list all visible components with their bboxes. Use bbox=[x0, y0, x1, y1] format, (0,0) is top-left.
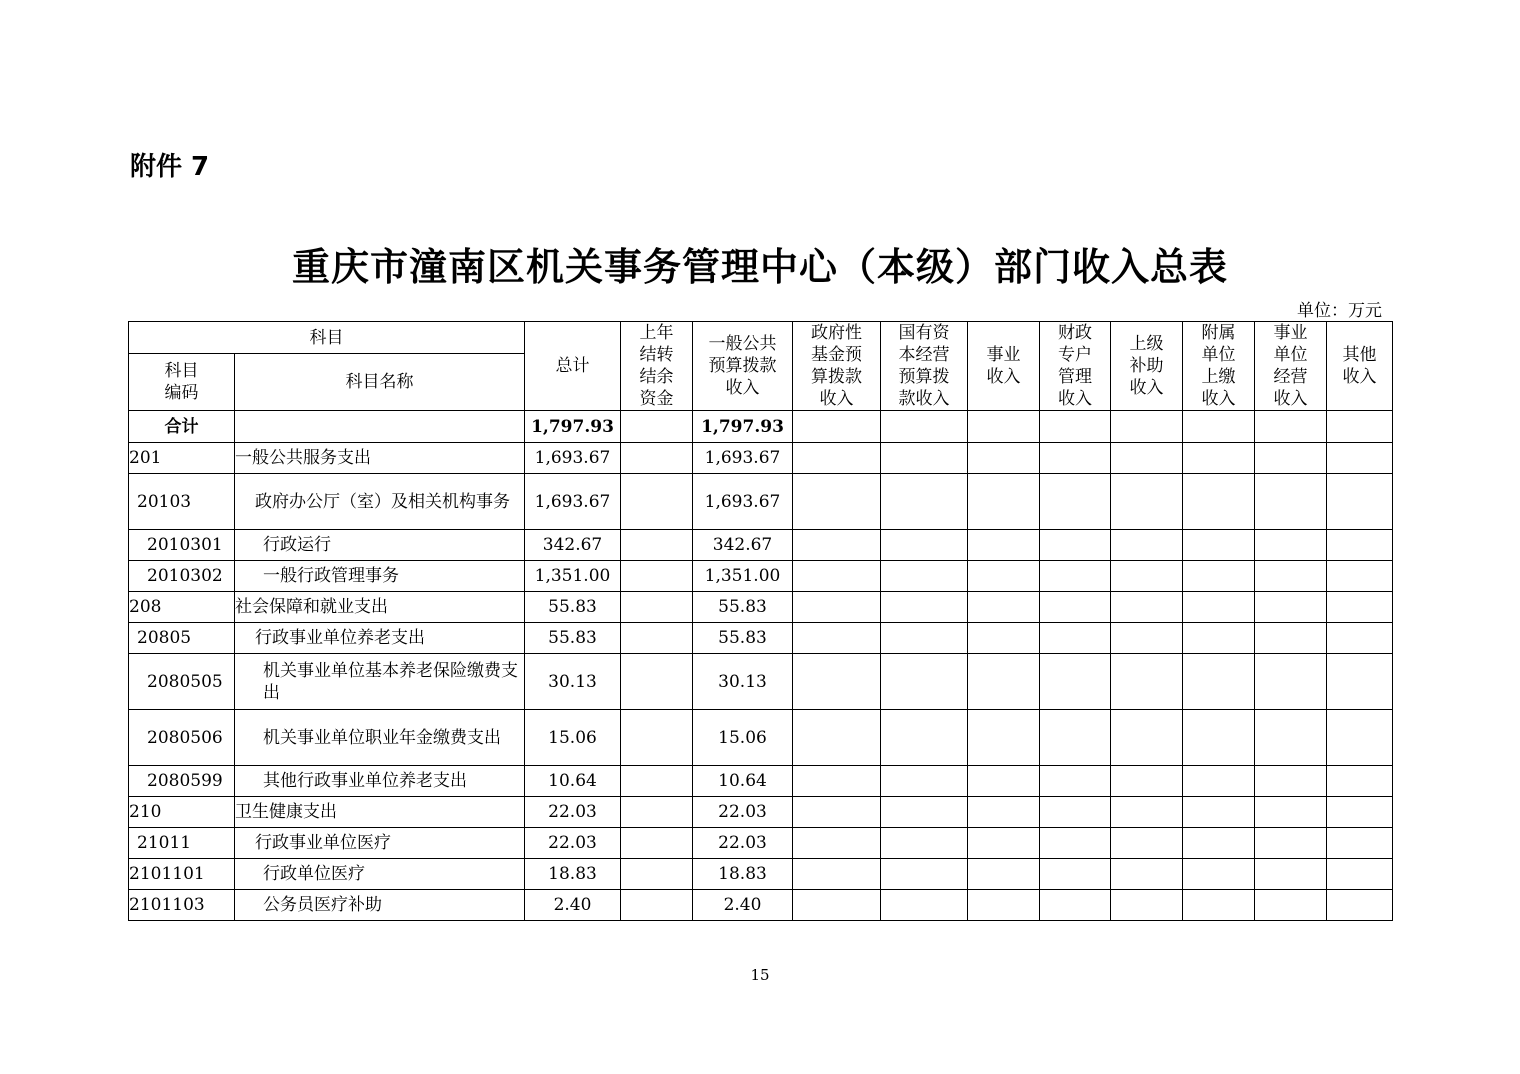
value-cell-2: 22.03 bbox=[693, 828, 793, 859]
value-cell-0: 1,693.67 bbox=[525, 474, 621, 530]
header-col-0: 总计 bbox=[525, 322, 621, 411]
value-cell-9 bbox=[1255, 797, 1327, 828]
value-cell-3 bbox=[793, 890, 881, 921]
value-cell-6 bbox=[1040, 623, 1111, 654]
value-cell-1 bbox=[621, 561, 693, 592]
income-summary-table bbox=[128, 321, 1393, 921]
value-cell-1 bbox=[621, 443, 693, 474]
value-cell-3 bbox=[793, 828, 881, 859]
table-body bbox=[129, 411, 1393, 921]
value-cell-4 bbox=[881, 530, 968, 561]
unit-label: 单位：万元 bbox=[1297, 301, 1382, 321]
value-cell-10 bbox=[1327, 592, 1393, 623]
table-row bbox=[129, 859, 1393, 890]
value-cell-0: 30.13 bbox=[525, 654, 621, 710]
value-cell-10 bbox=[1327, 561, 1393, 592]
value-cell-1 bbox=[621, 766, 693, 797]
total-value-6 bbox=[1040, 411, 1111, 443]
value-cell-0: 10.64 bbox=[525, 766, 621, 797]
value-cell-4 bbox=[881, 828, 968, 859]
table-row bbox=[129, 592, 1393, 623]
value-cell-5 bbox=[968, 561, 1040, 592]
value-cell-7 bbox=[1111, 592, 1183, 623]
value-cell-1 bbox=[621, 592, 693, 623]
subject-code-cell: 2010301 bbox=[129, 530, 235, 561]
table-row bbox=[129, 710, 1393, 766]
value-cell-10 bbox=[1327, 443, 1393, 474]
value-cell-0: 1,693.67 bbox=[525, 443, 621, 474]
value-cell-6 bbox=[1040, 766, 1111, 797]
value-cell-10 bbox=[1327, 654, 1393, 710]
value-cell-1 bbox=[621, 890, 693, 921]
subject-name-cell: 机关事业单位职业年金缴费支出 bbox=[235, 710, 525, 766]
value-cell-6 bbox=[1040, 561, 1111, 592]
value-cell-5 bbox=[968, 797, 1040, 828]
value-cell-4 bbox=[881, 890, 968, 921]
value-cell-1 bbox=[621, 530, 693, 561]
value-cell-0: 1,351.00 bbox=[525, 561, 621, 592]
header-col-6: 财政 专户 管理 收入 bbox=[1040, 322, 1111, 411]
value-cell-7 bbox=[1111, 623, 1183, 654]
subject-code-cell: 210 bbox=[129, 797, 235, 828]
value-cell-8 bbox=[1183, 561, 1255, 592]
value-cell-6 bbox=[1040, 443, 1111, 474]
value-cell-8 bbox=[1183, 654, 1255, 710]
value-cell-6 bbox=[1040, 592, 1111, 623]
value-cell-7 bbox=[1111, 797, 1183, 828]
page-number: 15 bbox=[750, 966, 770, 984]
value-cell-6 bbox=[1040, 530, 1111, 561]
value-cell-0: 15.06 bbox=[525, 710, 621, 766]
subject-name-cell: 行政单位医疗 bbox=[235, 859, 525, 890]
value-cell-9 bbox=[1255, 474, 1327, 530]
value-cell-4 bbox=[881, 443, 968, 474]
table-row bbox=[129, 654, 1393, 710]
total-value-2: 1,797.93 bbox=[693, 411, 793, 443]
value-cell-7 bbox=[1111, 828, 1183, 859]
table-row bbox=[129, 890, 1393, 921]
value-cell-7 bbox=[1111, 766, 1183, 797]
value-cell-7 bbox=[1111, 710, 1183, 766]
value-cell-5 bbox=[968, 592, 1040, 623]
value-cell-8 bbox=[1183, 623, 1255, 654]
value-cell-3 bbox=[793, 623, 881, 654]
value-cell-10 bbox=[1327, 623, 1393, 654]
value-cell-2: 18.83 bbox=[693, 859, 793, 890]
subject-code-cell: 20805 bbox=[129, 623, 235, 654]
value-cell-8 bbox=[1183, 592, 1255, 623]
subject-name-cell: 其他行政事业单位养老支出 bbox=[235, 766, 525, 797]
value-cell-0: 22.03 bbox=[525, 797, 621, 828]
value-cell-4 bbox=[881, 654, 968, 710]
table-row bbox=[129, 443, 1393, 474]
value-cell-6 bbox=[1040, 890, 1111, 921]
header-col-7: 上级 补助 收入 bbox=[1111, 322, 1183, 411]
value-cell-1 bbox=[621, 474, 693, 530]
header-col-3: 政府性 基金预 算拨款 收入 bbox=[793, 322, 881, 411]
total-value-9 bbox=[1255, 411, 1327, 443]
header-col-2: 一般公共 预算拨款 收入 bbox=[693, 322, 793, 411]
subject-name-cell: 一般行政管理事务 bbox=[235, 561, 525, 592]
subject-code-cell: 21011 bbox=[129, 828, 235, 859]
value-cell-5 bbox=[968, 623, 1040, 654]
subject-code-cell: 2010302 bbox=[129, 561, 235, 592]
value-cell-2: 55.83 bbox=[693, 623, 793, 654]
subject-code-cell: 208 bbox=[129, 592, 235, 623]
subject-code-cell: 201 bbox=[129, 443, 235, 474]
subject-name-cell: 公务员医疗补助 bbox=[235, 890, 525, 921]
value-cell-6 bbox=[1040, 828, 1111, 859]
value-cell-6 bbox=[1040, 474, 1111, 530]
value-cell-6 bbox=[1040, 654, 1111, 710]
value-cell-9 bbox=[1255, 766, 1327, 797]
value-cell-3 bbox=[793, 561, 881, 592]
value-cell-7 bbox=[1111, 530, 1183, 561]
value-cell-4 bbox=[881, 797, 968, 828]
value-cell-9 bbox=[1255, 654, 1327, 710]
header-col-10: 其他 收入 bbox=[1327, 322, 1393, 411]
total-value-7 bbox=[1111, 411, 1183, 443]
value-cell-0: 55.83 bbox=[525, 592, 621, 623]
value-cell-0: 2.40 bbox=[525, 890, 621, 921]
header-col-5: 事业 收入 bbox=[968, 322, 1040, 411]
value-cell-0: 55.83 bbox=[525, 623, 621, 654]
value-cell-7 bbox=[1111, 890, 1183, 921]
value-cell-4 bbox=[881, 561, 968, 592]
value-cell-1 bbox=[621, 710, 693, 766]
value-cell-2: 1,351.00 bbox=[693, 561, 793, 592]
value-cell-5 bbox=[968, 859, 1040, 890]
total-value-10 bbox=[1327, 411, 1393, 443]
header-col-1: 上年 结转 结余 资金 bbox=[621, 322, 693, 411]
value-cell-7 bbox=[1111, 654, 1183, 710]
value-cell-9 bbox=[1255, 443, 1327, 474]
value-cell-9 bbox=[1255, 561, 1327, 592]
subject-name-cell: 社会保障和就业支出 bbox=[235, 592, 525, 623]
value-cell-2: 342.67 bbox=[693, 530, 793, 561]
value-cell-9 bbox=[1255, 828, 1327, 859]
subject-code-cell: 2080506 bbox=[129, 710, 235, 766]
value-cell-1 bbox=[621, 859, 693, 890]
value-cell-3 bbox=[793, 766, 881, 797]
value-cell-9 bbox=[1255, 623, 1327, 654]
subject-name-cell: 行政事业单位养老支出 bbox=[235, 623, 525, 654]
value-cell-3 bbox=[793, 654, 881, 710]
value-cell-5 bbox=[968, 443, 1040, 474]
value-cell-10 bbox=[1327, 797, 1393, 828]
value-cell-4 bbox=[881, 592, 968, 623]
value-cell-6 bbox=[1040, 710, 1111, 766]
value-cell-2: 15.06 bbox=[693, 710, 793, 766]
value-cell-8 bbox=[1183, 766, 1255, 797]
value-cell-10 bbox=[1327, 766, 1393, 797]
value-cell-3 bbox=[793, 530, 881, 561]
value-cell-5 bbox=[968, 710, 1040, 766]
value-cell-1 bbox=[621, 828, 693, 859]
total-value-0: 1,797.93 bbox=[525, 411, 621, 443]
value-cell-2: 2.40 bbox=[693, 890, 793, 921]
header-col-4: 国有资 本经营 预算拨 款收入 bbox=[881, 322, 968, 411]
value-cell-4 bbox=[881, 859, 968, 890]
value-cell-8 bbox=[1183, 474, 1255, 530]
table-row bbox=[129, 766, 1393, 797]
value-cell-2: 30.13 bbox=[693, 654, 793, 710]
value-cell-4 bbox=[881, 474, 968, 530]
value-cell-8 bbox=[1183, 890, 1255, 921]
value-cell-5 bbox=[968, 530, 1040, 561]
value-cell-3 bbox=[793, 474, 881, 530]
total-label: 合计 bbox=[129, 411, 235, 443]
value-cell-10 bbox=[1327, 710, 1393, 766]
value-cell-2: 10.64 bbox=[693, 766, 793, 797]
subject-name-cell: 机关事业单位基本养老保险缴费支出 bbox=[235, 654, 525, 710]
table-row bbox=[129, 623, 1393, 654]
subject-code-cell: 20103 bbox=[129, 474, 235, 530]
value-cell-4 bbox=[881, 710, 968, 766]
page-title: 重庆市潼南区机关事务管理中心（本级）部门收入总表 bbox=[291, 244, 1228, 289]
value-cell-9 bbox=[1255, 710, 1327, 766]
value-cell-0: 342.67 bbox=[525, 530, 621, 561]
value-cell-3 bbox=[793, 797, 881, 828]
total-value-1 bbox=[621, 411, 693, 443]
value-cell-3 bbox=[793, 592, 881, 623]
value-cell-10 bbox=[1327, 890, 1393, 921]
value-cell-10 bbox=[1327, 530, 1393, 561]
total-name bbox=[235, 411, 525, 443]
value-cell-1 bbox=[621, 797, 693, 828]
value-cell-8 bbox=[1183, 710, 1255, 766]
value-cell-0: 22.03 bbox=[525, 828, 621, 859]
subject-code-cell: 2080599 bbox=[129, 766, 235, 797]
value-cell-3 bbox=[793, 443, 881, 474]
total-value-4 bbox=[881, 411, 968, 443]
value-cell-1 bbox=[621, 654, 693, 710]
header-col-9: 事业 单位 经营 收入 bbox=[1255, 322, 1327, 411]
value-cell-8 bbox=[1183, 828, 1255, 859]
value-cell-5 bbox=[968, 828, 1040, 859]
value-cell-8 bbox=[1183, 443, 1255, 474]
subject-code-cell: 2080505 bbox=[129, 654, 235, 710]
subject-name-cell: 行政运行 bbox=[235, 530, 525, 561]
value-cell-9 bbox=[1255, 592, 1327, 623]
value-cell-5 bbox=[968, 890, 1040, 921]
value-cell-7 bbox=[1111, 859, 1183, 890]
subject-name-cell: 一般公共服务支出 bbox=[235, 443, 525, 474]
table-row bbox=[129, 530, 1393, 561]
value-cell-10 bbox=[1327, 859, 1393, 890]
value-cell-10 bbox=[1327, 474, 1393, 530]
value-cell-2: 1,693.67 bbox=[693, 474, 793, 530]
header-subject-name: 科目名称 bbox=[235, 354, 525, 411]
value-cell-9 bbox=[1255, 530, 1327, 561]
value-cell-8 bbox=[1183, 859, 1255, 890]
total-value-3 bbox=[793, 411, 881, 443]
attachment-label: 附件 7 bbox=[130, 152, 210, 182]
subject-name-cell: 卫生健康支出 bbox=[235, 797, 525, 828]
value-cell-8 bbox=[1183, 530, 1255, 561]
value-cell-3 bbox=[793, 859, 881, 890]
value-cell-7 bbox=[1111, 443, 1183, 474]
value-cell-2: 55.83 bbox=[693, 592, 793, 623]
value-cell-1 bbox=[621, 623, 693, 654]
value-cell-7 bbox=[1111, 561, 1183, 592]
value-cell-0: 18.83 bbox=[525, 859, 621, 890]
value-cell-9 bbox=[1255, 859, 1327, 890]
value-cell-5 bbox=[968, 474, 1040, 530]
value-cell-2: 22.03 bbox=[693, 797, 793, 828]
subject-code-cell: 2101101 bbox=[129, 859, 235, 890]
subject-name-cell: 行政事业单位医疗 bbox=[235, 828, 525, 859]
value-cell-10 bbox=[1327, 828, 1393, 859]
value-cell-5 bbox=[968, 654, 1040, 710]
value-cell-6 bbox=[1040, 797, 1111, 828]
header-col-8: 附属 单位 上缴 收入 bbox=[1183, 322, 1255, 411]
value-cell-9 bbox=[1255, 890, 1327, 921]
table-row bbox=[129, 797, 1393, 828]
header-subject-code: 科目 编码 bbox=[129, 354, 235, 411]
subject-name-cell: 政府办公厅（室）及相关机构事务 bbox=[235, 474, 525, 530]
total-value-5 bbox=[968, 411, 1040, 443]
total-row bbox=[129, 411, 1393, 443]
value-cell-4 bbox=[881, 766, 968, 797]
value-cell-3 bbox=[793, 710, 881, 766]
value-cell-6 bbox=[1040, 859, 1111, 890]
table-row bbox=[129, 561, 1393, 592]
total-value-8 bbox=[1183, 411, 1255, 443]
value-cell-5 bbox=[968, 766, 1040, 797]
header-subject-group: 科目 bbox=[129, 322, 525, 354]
value-cell-7 bbox=[1111, 474, 1183, 530]
value-cell-4 bbox=[881, 623, 968, 654]
table-row bbox=[129, 828, 1393, 859]
value-cell-8 bbox=[1183, 797, 1255, 828]
table-row bbox=[129, 474, 1393, 530]
value-cell-2: 1,693.67 bbox=[693, 443, 793, 474]
subject-code-cell: 2101103 bbox=[129, 890, 235, 921]
